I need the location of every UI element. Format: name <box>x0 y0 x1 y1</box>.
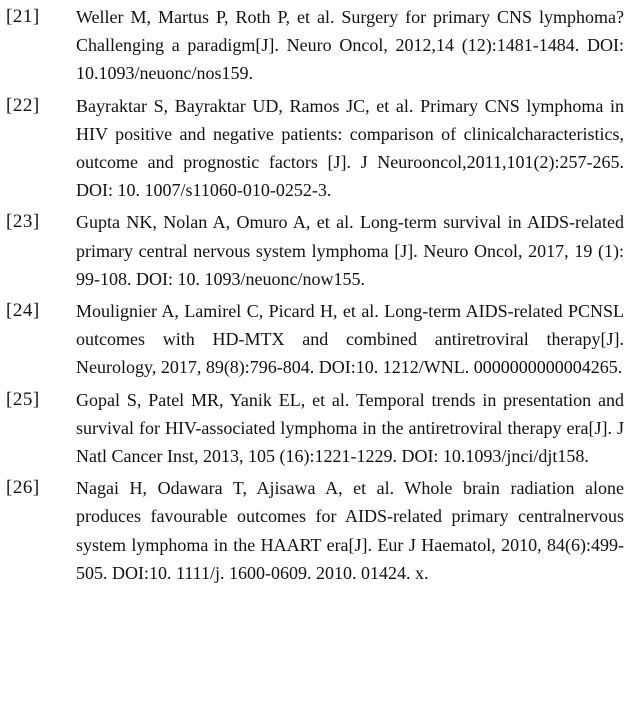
reference-citation: Moulignier A, Lamirel C, Picard H, et al. Long-term AIDS-related PCNSL outcomes with HD-MTX and combined antiretroviral therapy[J]. Neurology, 2017, 89(8):796-804. DOI:10. 1212/WNL. 0000000000004265. <box>76 301 624 378</box>
reference-number: [22] <box>6 94 40 116</box>
reference-citation: Bayraktar S, Bayraktar UD, Ramos JC, et al. Primary CNS lymphoma in HIV positive and negative patients: comparison of clinicalcharacteristics, outcome and prognostic factors [J]. J Neurooncol,2011,101(2):257-265. DOI: 10. 1007/s11060-010-0252-3. <box>76 95 624 201</box>
reference-22 <box>6 92 624 205</box>
reference-26 <box>6 474 624 587</box>
reference-number: [26] <box>6 477 40 499</box>
reference-25 <box>6 386 624 471</box>
reference-23 <box>6 208 624 293</box>
reference-citation: Gupta NK, Nolan A, Omuro A, et al. Long-term survival in AIDS-related primary central nervous system lymphoma [J]. Neuro Oncol, 2017, 19 (1): 99-108. DOI: 10. 1093/neuonc/now155. <box>76 212 624 289</box>
reference-21 <box>6 3 624 88</box>
reference-number: [23] <box>6 211 40 233</box>
reference-number: [25] <box>6 388 40 410</box>
reference-24 <box>6 297 624 382</box>
reference-citation: Weller M, Martus P, Roth P, et al. Surgery for primary CNS lymphoma? Challenging a paradigm[J]. Neuro Oncol, 2012,14 (12):1481-1484. DOI: 10.1093/neuonc/nos159. <box>76 7 624 84</box>
reference-number: [21] <box>6 6 40 27</box>
reference-number: [24] <box>6 300 40 322</box>
reference-citation: Gopal S, Patel MR, Yanik EL, et al. Temporal trends in presentation and survival for HIV-associated lymphoma in the antiretroviral therapy era[J]. J Natl Cancer Inst, 2013, 105 (16):1221-1229. DOI: 10.1093/jnci/djt158. <box>76 389 624 467</box>
reference-citation: Nagai H, Odawara T, Ajisawa A, et al. Whole brain radiation alone produces favourable outcomes for AIDS-related primary centralnervous system lymphoma in the HAART era[J]. Eur J Haematol, 2010, 84(6):499-505. DOI:10. 1111/j. 1600-0609. 2010. 01424. x. <box>76 478 624 583</box>
